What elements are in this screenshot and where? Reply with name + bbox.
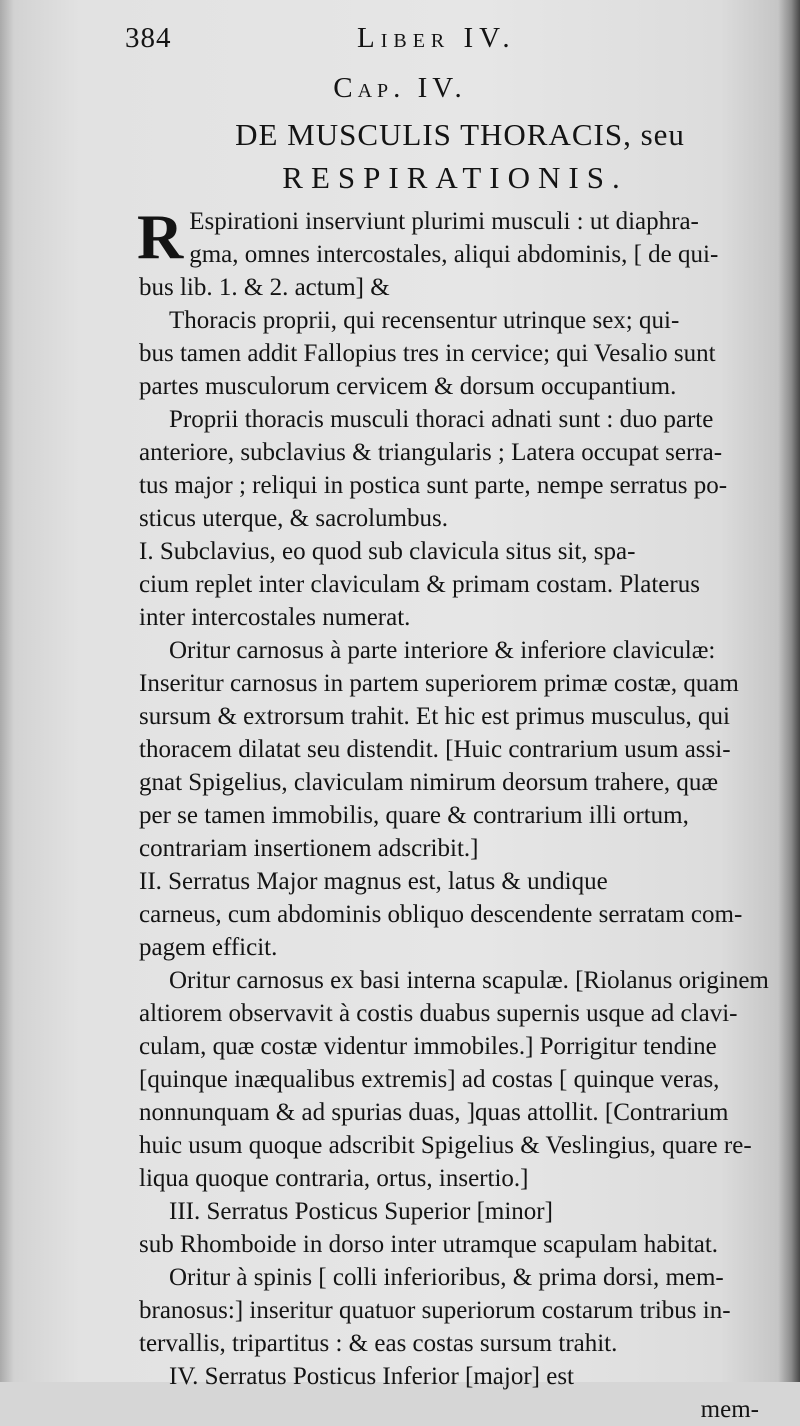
text-line: sub Rhomboide in dorso inter utramque scapulam habitat. — [139, 1231, 719, 1258]
chapter-title-line-2: RESPIRATIONIS. — [282, 160, 628, 195]
text-line: pagem efficit. — [139, 934, 278, 961]
text-line: liqua quoque contraria, ortus, insertio.] — [139, 1165, 529, 1192]
text-line: carneus, cum abdominis obliquo descendente serratam com- — [139, 901, 743, 928]
text-line: inter intercostales numerat. — [139, 604, 411, 631]
drop-capital: R — [137, 201, 184, 272]
catchword: mem- — [700, 1396, 759, 1423]
chapter-heading: Cap. IV. — [333, 72, 467, 104]
text-line: gma, omnes intercostales, aliqui abdominis, [ de qui- — [189, 241, 719, 268]
text-line: Thoracis proprii, qui recensentur utrinque sex; qui- — [169, 307, 680, 334]
page-gutter-shadow — [0, 0, 14, 1382]
text-line: [quinque inæqualibus extremis] ad costas [ quinque veras, — [139, 1066, 720, 1093]
text-line: III. Serratus Posticus Superior [minor] — [169, 1198, 553, 1225]
text-line: bus lib. 1. & 2. actum] & — [139, 274, 390, 301]
text-line: thoracem dilatat seu distendit. [Huic contrarium usum assi- — [139, 736, 731, 763]
running-head — [125, 22, 645, 58]
text-line: I. Subclavius, eo quod sub clavicula situs sit, spa- — [139, 538, 636, 565]
text-line: sticus uterque, & sacrolumbus. — [139, 505, 448, 532]
text-line: bus tamen addit Fallopius tres in cervice; qui Vesalio sunt — [139, 340, 716, 367]
text-line: tervallis, tripartitus : & eas costas sursum trahit. — [139, 1330, 618, 1357]
text-line: Oritur carnosus à parte interiore & inferiore claviculæ: — [169, 637, 716, 664]
text-line: cium replet inter claviculam & primam costam. Platerus — [139, 571, 700, 598]
text-line: per se tamen immobilis, quare & contrarium illi ortum, — [139, 802, 689, 829]
text-line: Proprii thoracis musculi thoraci adnati sunt : duo parte — [169, 406, 714, 433]
text-line: Oritur carnosus ex basi interna scapulæ. [Riolanus originem — [169, 967, 769, 994]
text-line: huic usum quoque adscribit Spigelius & Veslingius, quare re- — [139, 1132, 752, 1159]
text-line: anteriore, subclavius & triangularis ; Latera occupat serra- — [139, 439, 723, 466]
page-number: 384 — [125, 22, 172, 54]
text-line: branosus:] inseritur quatuor superiorum costarum tribus in- — [139, 1297, 731, 1324]
body-text — [137, 201, 779, 1426]
text-line: IV. Serratus Posticus Inferior [major] est — [169, 1363, 575, 1390]
text-line: II. Serratus Major magnus est, latus & undique — [139, 868, 608, 895]
text-line: nonnunquam & ad spurias duas, ]quas attollit. [Contrarium — [139, 1099, 729, 1126]
chapter-title-line-1: DE MUSCULIS THORACIS, seu — [235, 117, 685, 152]
page-edge-shadow — [778, 0, 800, 1382]
text-line: tus major ; reliqui in postica sunt parte, nempe serratus po- — [139, 472, 728, 499]
running-title: Liber IV. — [357, 22, 516, 54]
text-line: sursum & extrorsum trahit. Et hic est primus musculus, qui — [139, 703, 730, 730]
text-line: contrariam insertionem adscribit.] — [139, 835, 479, 862]
text-line: Inseritur carnosus in partem superiorem primæ costæ, quam — [139, 670, 739, 697]
text-line: Espirationi inserviunt plurimi musculi : ut diaphra- — [189, 208, 699, 235]
text-line: partes musculorum cervicem & dorsum occupantium. — [139, 373, 677, 400]
text-line: gnat Spigelius, claviculam nimirum deorsum trahere, quæ — [139, 769, 719, 796]
text-line: culam, quæ costæ videntur immobiles.] Porrigitur tendine — [139, 1033, 717, 1060]
text-line: altiorem observavit à costis duabus supernis usque ad clavi- — [139, 1000, 738, 1027]
text-line: Oritur à spinis [ colli inferioribus, & prima dorsi, mem- — [169, 1264, 724, 1291]
